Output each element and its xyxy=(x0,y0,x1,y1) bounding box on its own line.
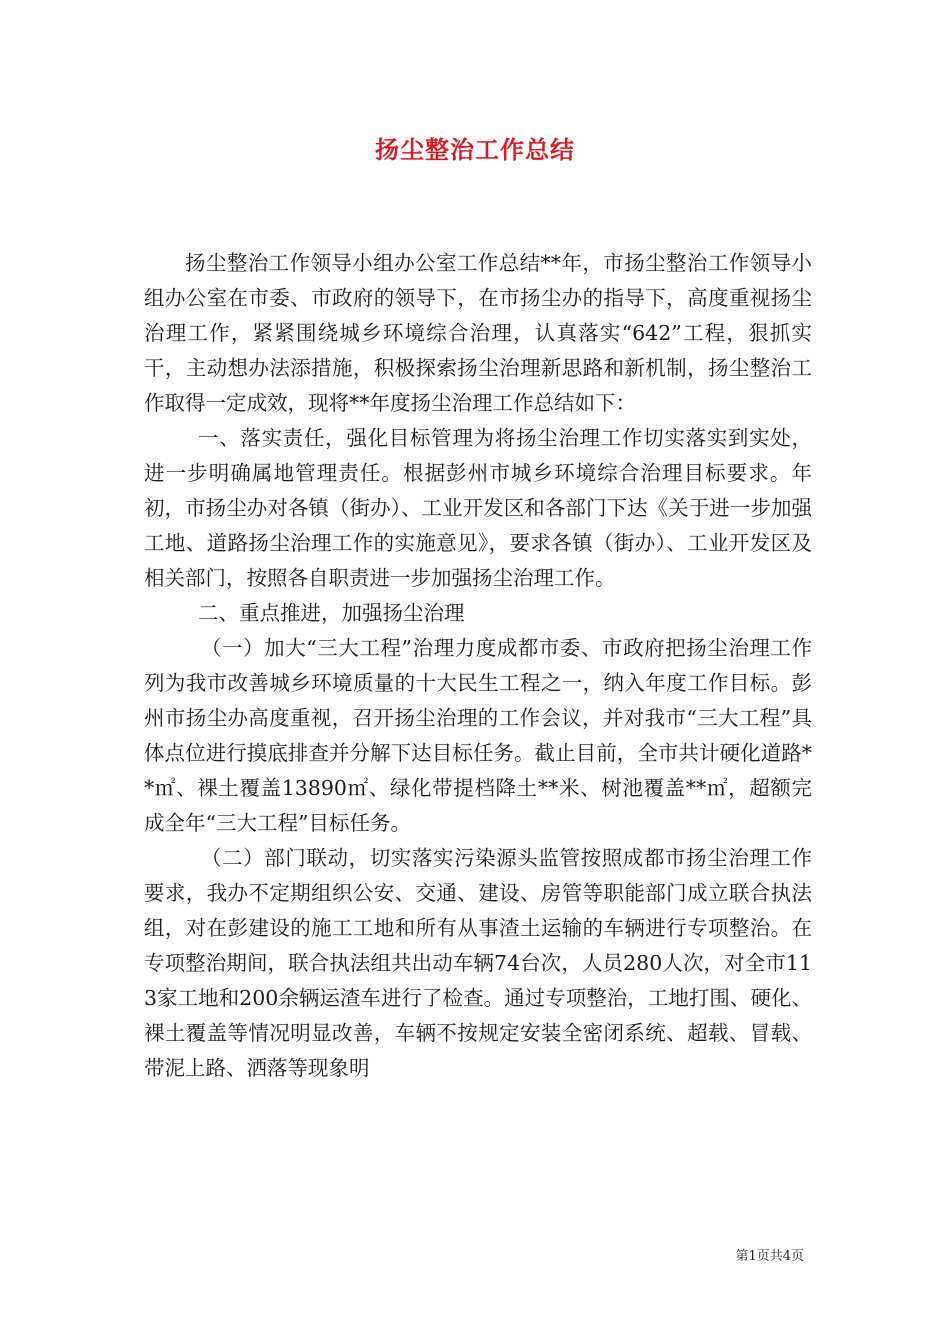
paragraph-subsection-2: （二）部门联动，切实落实污染源头监管按照成都市扬尘治理工作要求，我办不定期组织公安、交通、建设、房管等职能部门成立联合执法组，对在彭建设的施工工地和所有从事渣土运输的车辆进行专项整治。在专项整治期间，联合执法组共出动车辆74台次，人员280人次，对全市113家工地和200余辆运渣车进行了检查。通过专项整治，工地打围、硬化、裸土覆盖等情况明显改善，车辆不按规定安装全密闭系统、超载、冒载、带泥上路、洒落等现象明 xyxy=(144,846,812,1080)
document-title: 扬尘整治工作总结 xyxy=(375,135,575,164)
paragraph-section-2-heading: 二、重点推进，加强扬尘治理 xyxy=(198,601,465,625)
paragraph-section-1: 一、落实责任，强化目标管理为将扬尘治理工作切实落实到实处，进一步明确属地管理责任。根据彭州市城乡环境综合治理目标要求。年初，市扬尘办对各镇（街办）、工业开发区和各部门下达《关于进一步加强工地、道路扬尘治理工作的实施意见》，要求各镇（街办）、工业开发区及相关部门，按照各自职责进一步加强扬尘治理工作。 xyxy=(144,426,812,590)
page-number-footer: 第1页共4页 xyxy=(735,1249,804,1264)
document-body xyxy=(144,246,812,1086)
paragraph-subsection-1: （一）加大“三大工程”治理力度成都市委、市政府把扬尘治理工作列为我市改善城乡环境质量的十大民生工程之一，纳入年度工作目标。彭州市扬尘办高度重视，召开扬尘治理的工作会议，并对我市“三大工程”具体点位进行摸底排查并分解下达目标任务。截止目前，全市共计硬化道路**㎡、裸土覆盖13890㎡、绿化带提档降土**米、树池覆盖**㎡，超额完成全年“三大工程”目标任务。 xyxy=(144,636,812,835)
paragraph-intro: 扬尘整治工作领导小组办公室工作总结**年，市扬尘整治工作领导小组办公室在市委、市政府的领导下，在市扬尘办的指导下，高度重视扬尘治理工作，紧紧围绕城乡环境综合治理，认真落实“642”工程，狠抓实干，主动想办法添措施，积极探索扬尘治理新思路和新机制，扬尘整治工作取得一定成效，现将**年度扬尘治理工作总结如下： xyxy=(144,251,812,415)
